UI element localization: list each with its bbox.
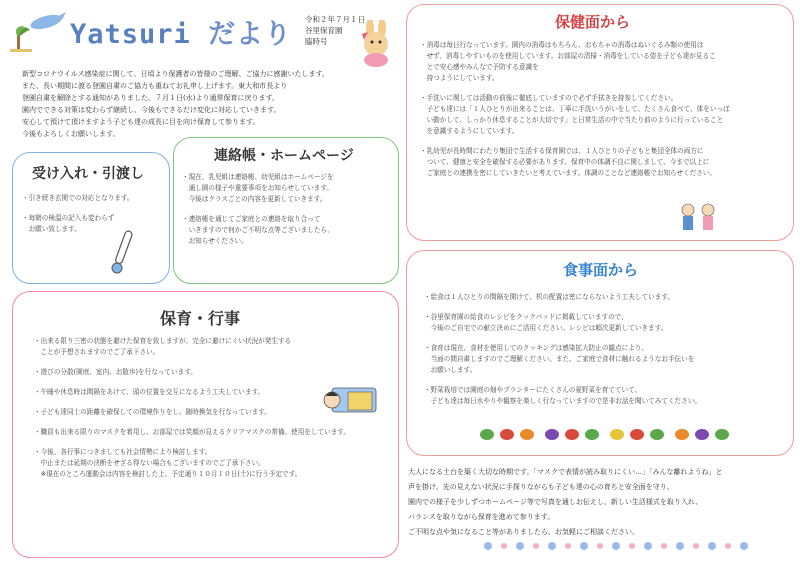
shokuji-line: ・給食は１人ひとりの間隔を開けて、机の配置は密にならないよう工夫しています。 (424, 293, 674, 301)
renraku-text (182, 172, 394, 256)
renraku-heading: 連絡帳・ホームページ (214, 148, 354, 164)
hoken-line: 子ども達には「１人ひとりが出来ることは、丁寧に手洗いうがいをして、たくさん食べて、体をいっぱ (420, 105, 730, 113)
intro-line: 登園自粛を解除とする通知がありました。７月１日(水)より通常保育に戻ります。 (22, 94, 279, 102)
renraku-line: お知らせください。 (182, 237, 248, 245)
hoken-line: い動かして、しっかり休息することが大切です」と日常生活の中で当たり前のように行っていること (420, 116, 724, 124)
hoken-text (420, 40, 788, 188)
rabbit-doctor-icon (352, 20, 402, 68)
renraku-line: 今後はクラスごとの内容を更新していきます。 (182, 195, 327, 203)
hoiku-line: ・職員も出来る限りのマスクを着用し、お部屋では笑顔が見えるクリアマスクの常備、使用をしています。 (34, 428, 350, 436)
hoken-line: を意識するようにしています。 (420, 127, 519, 135)
shokuji-line: 当面の間自粛しますのでご理解ください。また、ご家庭で食材に触れるようなお手伝いを (424, 355, 695, 363)
closing-line: 声を掛け、先の見えない状況に手探りながらも子ども達の心の育ちと安全面を守り、 (408, 483, 674, 491)
shokuji-line: 子ども達は毎日水やりや観察を楽しく行なっていますので是非お話を聞いてみてください。 (424, 397, 701, 405)
hoiku-line: 中止または延期の決断をせざる得ない場合もございますのでご了承下さい。 (34, 459, 265, 467)
intro-text (22, 68, 367, 140)
intro-line: 新型コロナウイルス感染症に関して、日頃より保護者の皆様のご理解、ご協力に感謝いたします。 (22, 70, 329, 78)
hoiku-line: ・子ども達同士の距離を確保しての環境作りをし、随時換気を行なっています。 (34, 408, 271, 416)
shokuji-text (424, 292, 790, 416)
shokuji-line: ・野菜栽培では園庭の畑やプランターにたくさんの夏野菜を育てていて、 (424, 386, 642, 394)
thermometer-icon (108, 228, 138, 276)
intro-line: 園内でできる対策は変わらず継続し、今後もできるだけ変化に対応していきます。 (22, 106, 281, 114)
shokuji-heading: 食事面から (563, 261, 639, 279)
hoken-line: ・手洗いに関しては活動の前後に徹底していますので必ず手拭きを持参してください。 (420, 94, 678, 102)
closing-line: バランスを取りながら保育を進めて参ります。 (408, 513, 555, 521)
shokuji-line: ・谷里保育園の給食のレシピをクックパッドに掲載していますので、 (424, 313, 628, 321)
hoken-line: ついて、健康と安全を確保する必要があります。保育中の体調不良に関しまして、今まで以上に (420, 158, 710, 166)
closing-line: 園内での様子を少しずつホームページ等で写真を通しお伝えし、新しい生活様式を取り入れ、 (408, 498, 703, 506)
closing-line: 大人になる土台を築く大切な時期です。「マスクで表情が読み取りにくい…」「みんな離れようね」と (408, 468, 723, 476)
title-kana: だより (208, 19, 293, 50)
hoiku-line: ・遊びの分散(園庭、室内、お散歩)を行なっています。 (34, 368, 197, 376)
closing-message (408, 465, 793, 540)
hoken-line: とで安心感やみんなで予防する意識を (420, 63, 539, 71)
hoken-line: ・乳幼児が長時間にわたり集団で生活する保育園では、１人ひとりの子どもと集団全体の両方に (420, 147, 704, 155)
intro-line: 安心して預けて頂けますよう子ども達の成長に目を向け保育して参ります。 (22, 118, 260, 126)
issue-type: 臨時号 (305, 37, 328, 46)
ukeire-line: お願い致します。 (22, 225, 81, 233)
hoiku-line: ことが予想されますのでご了承下さい。 (34, 348, 160, 356)
hoken-heading: 保健面から (555, 13, 631, 31)
flower-border-icon (480, 540, 760, 552)
dolphin-icon (8, 8, 68, 53)
renraku-line: 通し園の様子や重要事項をお知らせしています。 (182, 184, 333, 192)
hoiku-line: ※現在のところ運動会は内容を検討した上、予定通り１０月１０日(土)に行う予定です。 (34, 470, 302, 478)
ukeire-line: ・引き続き玄関での対応となります。 (22, 194, 134, 202)
hoken-line: 持つようにしています。 (420, 74, 499, 82)
hoiku-line: ・出来る限り三密の状態を避けた保育を致しますが、完全に避けにくい状況が発生する (34, 337, 292, 345)
hoken-line: ご家庭との連携を密にしていきたいと考えています。体調のことなど連絡帳でお知らせください。 (420, 169, 716, 177)
ukeire-line: ・毎朝の検温の記入も変わらず (22, 214, 115, 222)
shokuji-line: ・食育は現在、食材を使用してのクッキングは感染拡大防止の観点により、 (424, 344, 648, 352)
school-name: 谷里保育園 (305, 26, 343, 35)
intro-line: 今後もよろしくお願いします。 (22, 130, 120, 138)
title-latin: Yatsuri (70, 19, 191, 50)
hoiku-line: ・午睡や休息時は間隔をあけて、頭の位置を交互になるよう工夫しています。 (34, 388, 265, 396)
sleeping-child-icon (318, 382, 382, 416)
hoiku-line: ・今後、各行事につきましても社会情勢により検討します。 (34, 448, 212, 456)
renraku-line: ・現在、乳児組は連絡帳、幼児組はホームページを (182, 173, 334, 181)
closing-line: ご不明な点や気になること等がありましたら、お気軽にご相談ください。 (408, 528, 639, 536)
shokuji-line: 今後のご自宅での献立決めにご活用ください。レシピは順次更新していきます。 (424, 324, 668, 332)
issue-date: 令和２年７月１日 (305, 15, 365, 24)
renraku-line: いきますので何かご不明な点等ございましたら、 (182, 226, 334, 234)
hoken-line: せず、消毒しやすいものを使用しています。お部屋の清掃・消毒をしている姿を子ども達が見るこ (420, 52, 716, 60)
hoiku-heading: 保育・行事 (160, 309, 241, 328)
vegetables-icon (480, 425, 735, 444)
newsletter-title (70, 12, 292, 51)
children-icon (676, 202, 720, 234)
intro-line: また、長い期間に渡る登園自粛のご協力も重ねてお礼申し上げます。東大和市長より (22, 82, 288, 90)
shokuji-line: お願いします。 (424, 366, 477, 374)
renraku-line: ・連絡帳を通じてご家庭との連絡を取り合って (182, 215, 321, 223)
ukeire-heading: 受け入れ・引渡し (32, 166, 144, 182)
hoken-line: ・消毒は毎日行なっています。園内の消毒はもちろん、おもちゃの消毒はぬいぐるみ類の使用は (420, 41, 704, 49)
